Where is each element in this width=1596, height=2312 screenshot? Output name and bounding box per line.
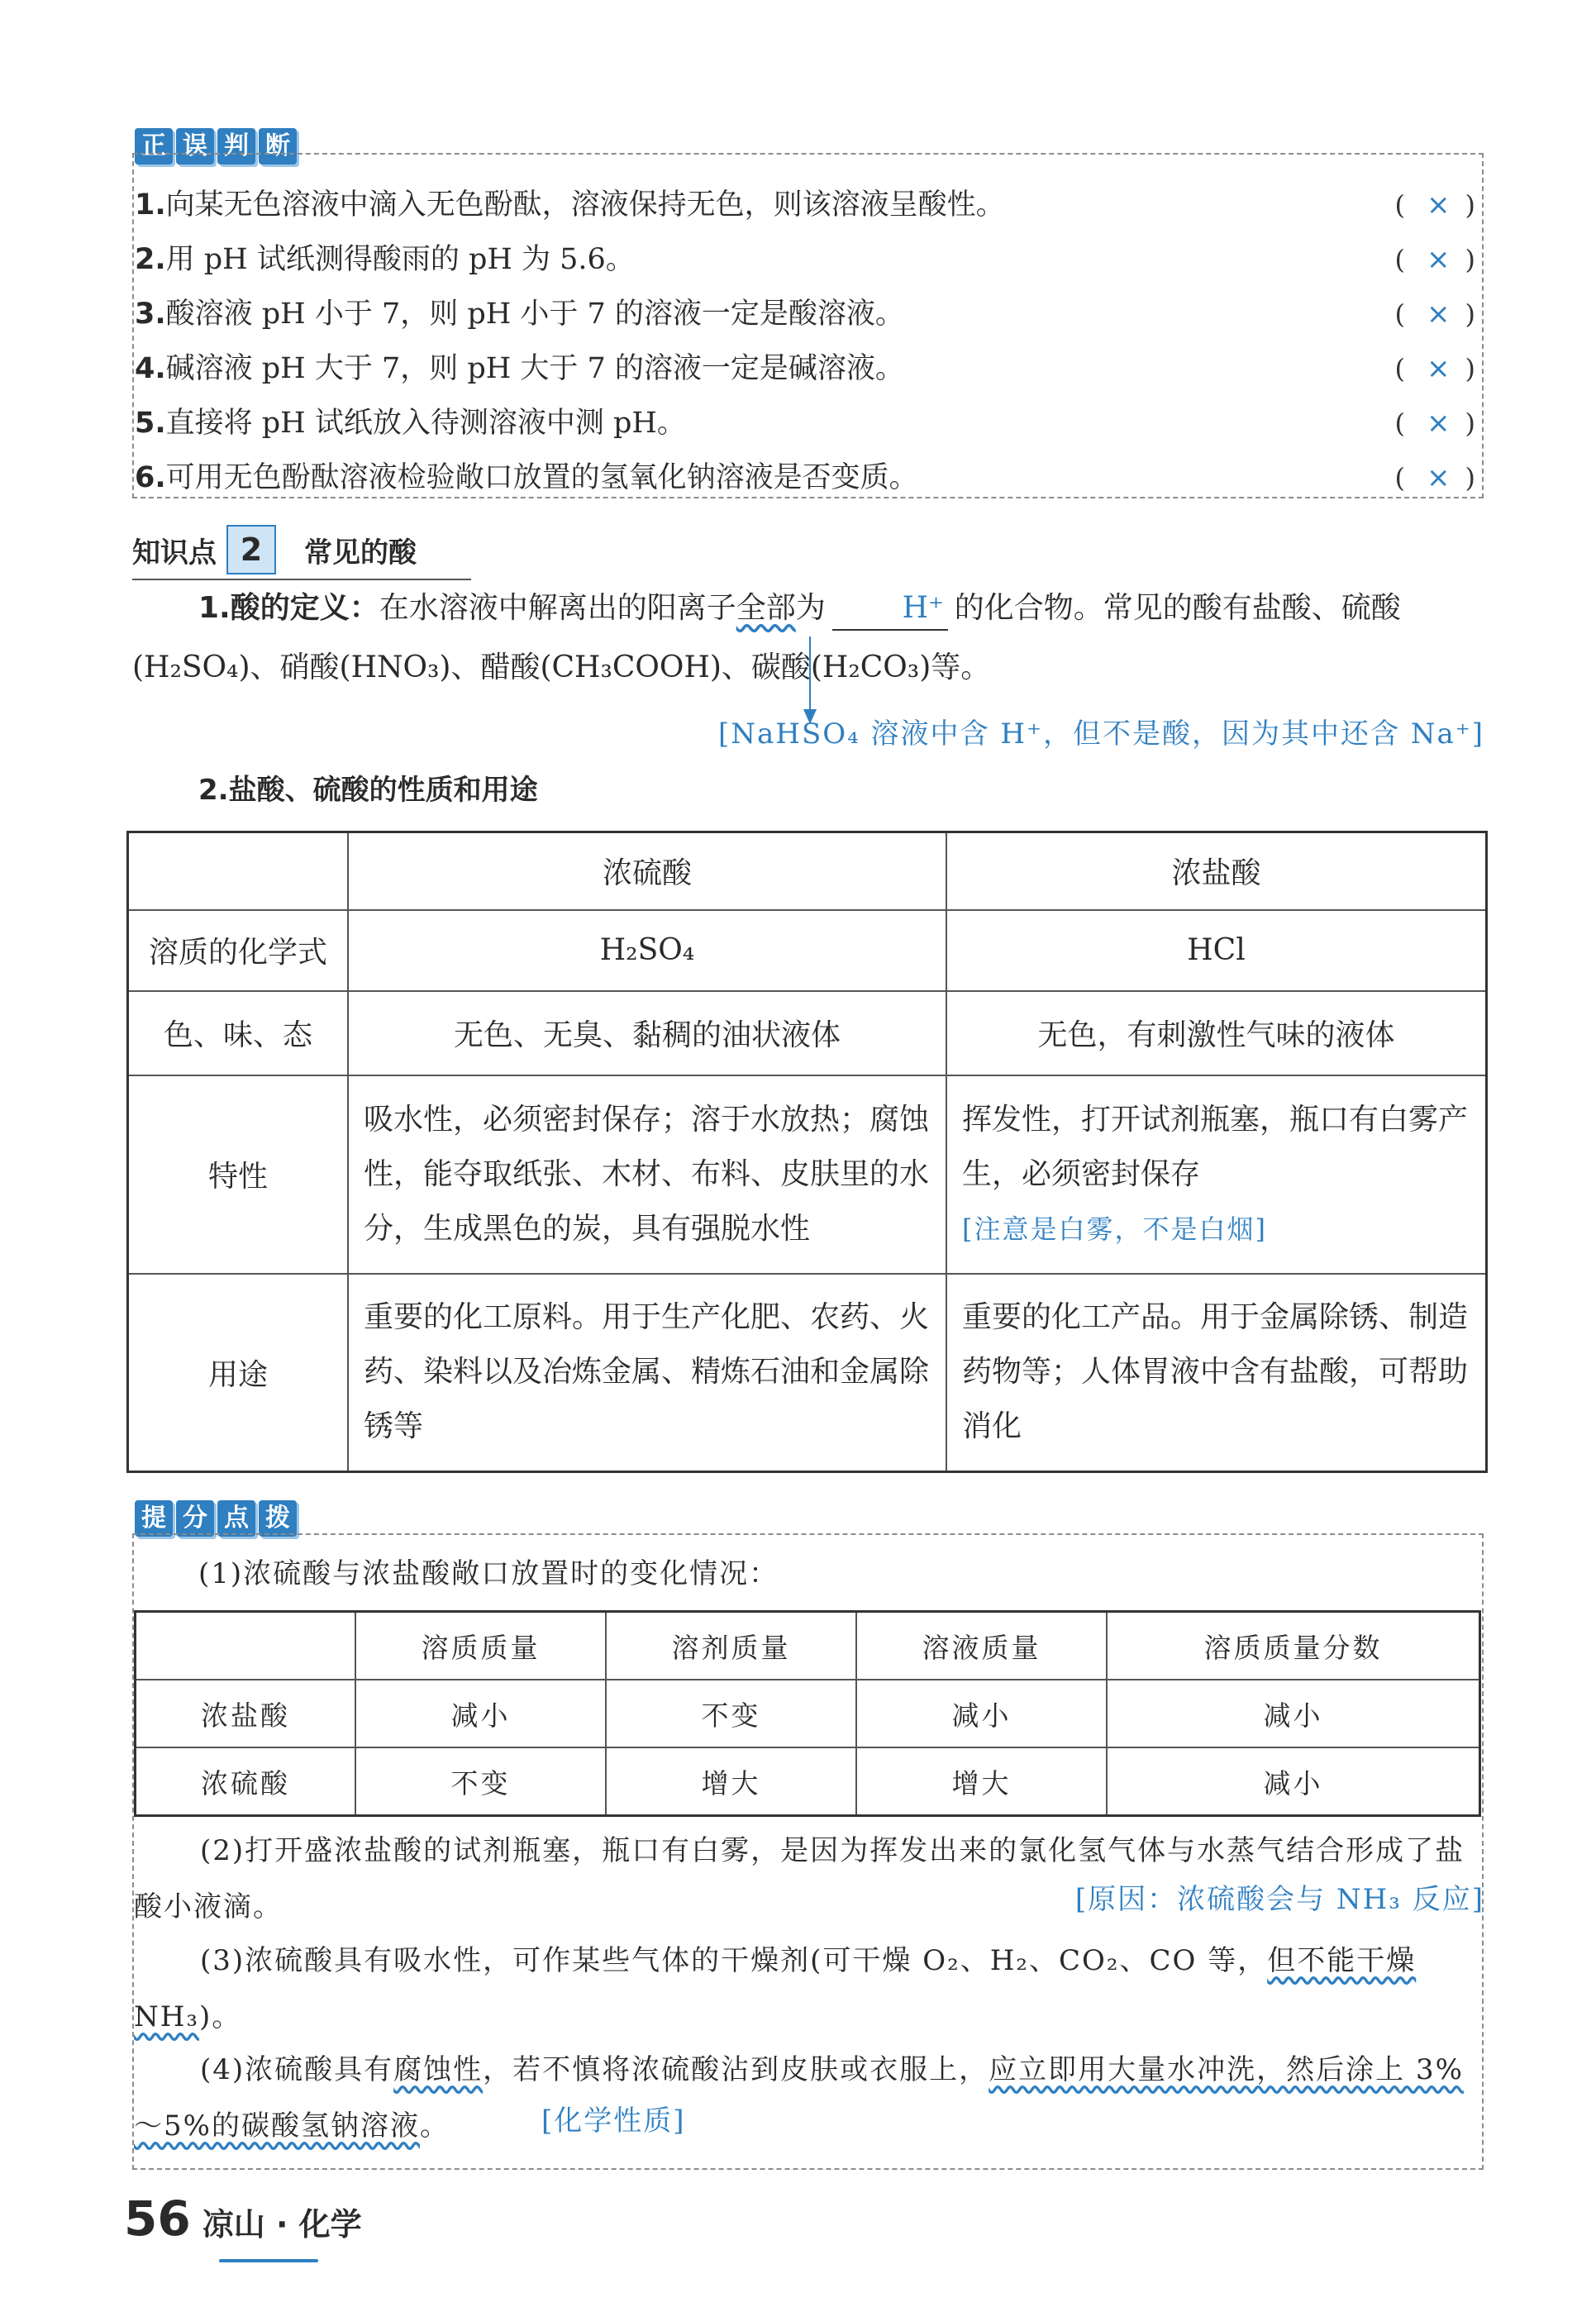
cross-icon: × (1427, 461, 1451, 494)
table-row (128, 1274, 1487, 1472)
row-label: 用途 (128, 1274, 349, 1472)
definition-text: 为 (795, 591, 826, 625)
tip-paragraph: (2)打开盛浓盐酸的试剂瓶塞，瓶口有白雾，是因为挥发出来的氯化氢气体与水蒸气结合形成了盐酸小液滴。 (134, 1834, 1465, 1923)
table-header-cell: 浓硫酸 (348, 832, 946, 910)
table-header-row (136, 1612, 1480, 1680)
item-number: 3. (135, 298, 166, 331)
table-header-cell: 溶剂质量 (606, 1612, 856, 1680)
true-false-list (135, 178, 1482, 505)
item-text: 酸溶液 pH 小于 7，则 pH 小于 7 的溶液一定是酸溶液。 (165, 298, 904, 331)
cross-icon: × (1427, 188, 1451, 222)
answer-bracket: ( × ) (1394, 243, 1482, 276)
tip-text: )。 (199, 2000, 242, 2033)
cell-text: 挥发性，打开试剂瓶塞，瓶口有白雾产生，必须密封保存 (962, 1102, 1469, 1191)
row-label: 浓盐酸 (136, 1680, 356, 1747)
tip-paragraph (134, 1933, 1485, 2045)
table-cell: 增大 (856, 1747, 1107, 1816)
table-cell: 减小 (355, 1680, 606, 1747)
item-text: 向某无色溶液中滴入无色酚酞，溶液保持无色，则该溶液呈酸性。 (165, 188, 1005, 222)
true-false-item (135, 450, 1482, 505)
annotation-note: [注意是白雾，不是白烟] (962, 1213, 1267, 1245)
tag-char: 判 (217, 128, 255, 164)
item-number: 2. (135, 243, 166, 276)
table-cell: 重要的化工原料。用于生产化肥、农药、火药、染料以及冶炼金属、精炼石油和金属除锈等 (348, 1274, 946, 1472)
table-cell: 增大 (606, 1747, 856, 1816)
table-header-cell: 浓盐酸 (946, 832, 1487, 910)
table-cell: 吸水性，必须密封保存；溶于水放热；腐蚀性，能夺取纸张、木材、布料、皮肤里的水分，生成黑色的炭，具有强脱水性 (348, 1075, 946, 1274)
cross-icon: × (1427, 298, 1451, 331)
annotation-note: [NaHSO₄ 溶液中含 H⁺，但不是酸，因为其中还含 Na⁺] (718, 717, 1484, 751)
table-cell: 不变 (606, 1680, 856, 1747)
tip-text: (3)浓硫酸具有吸水性，可作某些气体的干燥剂(可干燥 O₂、H₂、CO₂、CO 等， (200, 1944, 1268, 1977)
tip-text: ，若不慎将浓硫酸沾到皮肤或衣服上， (483, 2053, 989, 2086)
tip-highlight: 腐蚀性 (393, 2053, 484, 2086)
tag-char: 正 (135, 128, 173, 164)
table-cell: 减小 (1107, 1680, 1479, 1747)
cross-icon: × (1427, 352, 1451, 385)
table-header-cell: 溶质质量 (355, 1612, 606, 1680)
item-text: 用 pH 试纸测得酸雨的 pH 为 5.6。 (165, 243, 635, 276)
answer-bracket: ( × ) (1394, 298, 1482, 331)
row-label: 溶质的化学式 (128, 910, 349, 991)
definition-highlight: 全部 (736, 591, 796, 625)
item-number: 1. (135, 188, 166, 222)
true-false-item (135, 232, 1482, 287)
tip-text: (4)浓硫酸具有 (200, 2053, 394, 2086)
divider (219, 2259, 318, 2262)
annotation-note: [化学性质] (541, 2105, 686, 2138)
true-false-item (135, 396, 1482, 450)
table-row (128, 1075, 1487, 1274)
table-cell: 减小 (856, 1680, 1107, 1747)
footer (124, 2190, 362, 2247)
book-title: 凉山 · 化学 (202, 2206, 362, 2243)
table-cell: 重要的化工产品。用于金属除锈、制造药物等；人体胃液中含有盐酸，可帮助消化 (946, 1274, 1487, 1472)
item-number: 6. (135, 461, 166, 494)
tip-text: 。 (419, 2109, 450, 2143)
table-cell: H₂SO₄ (348, 910, 946, 991)
table-cell: 不变 (355, 1747, 606, 1816)
table-cell: 无色、无臭、黏稠的油状液体 (348, 991, 946, 1075)
tip-paragraph (134, 2042, 1485, 2154)
knowledge-point-label: 知识点 (132, 536, 217, 570)
table-cell: 无色，有刺激性气味的液体 (946, 991, 1487, 1075)
tag-char: 断 (259, 128, 297, 164)
knowledge-point-title: 常见的酸 (304, 536, 417, 570)
table-row (136, 1680, 1480, 1747)
true-false-item (135, 341, 1482, 396)
row-label: 色、味、态 (128, 991, 349, 1075)
definition-text: 在水溶液中解离出的阳离子 (379, 591, 736, 625)
definition-lead: 1.酸的定义： (198, 591, 379, 625)
tip-highlight: 应立即用大量水冲洗，然后涂上 3%～5%的碳酸氢钠溶液 (134, 2053, 1464, 2143)
table-cell: 减小 (1107, 1747, 1479, 1816)
table-header-cell: 溶质质量分数 (1107, 1612, 1479, 1680)
knowledge-point-number: 2 (226, 525, 276, 574)
true-false-item (135, 287, 1482, 341)
answer-bracket: ( × ) (1394, 352, 1482, 385)
annotation-note: [原因：浓硫酸会与 NH₃ 反应] (1074, 1883, 1484, 1916)
table-cell (946, 1075, 1487, 1274)
table-header-cell (128, 832, 349, 910)
item-text: 碱溶液 pH 大于 7，则 pH 大于 7 的溶液一定是碱溶液。 (165, 352, 904, 385)
tag-char: 提 (135, 1500, 173, 1537)
table-row (136, 1747, 1480, 1816)
cross-icon: × (1427, 243, 1451, 276)
acid-comparison-table (126, 831, 1488, 1473)
row-label: 特性 (128, 1075, 349, 1274)
answer-bracket: ( × ) (1394, 407, 1482, 440)
row-label: 浓硫酸 (136, 1747, 356, 1816)
tag-char: 分 (176, 1500, 214, 1537)
tag-char: 拨 (259, 1500, 297, 1537)
item-number: 4. (135, 352, 166, 385)
table-header-cell (136, 1612, 356, 1680)
tip-highlight: 但不能干燥 NH₃ (134, 1944, 1417, 2033)
knowledge-point-header (132, 525, 417, 574)
change-table (134, 1610, 1481, 1817)
page-number: 56 (124, 2190, 191, 2247)
answer-bracket: ( × ) (1394, 188, 1482, 222)
item-text: 直接将 pH 试纸放入待测溶液中测 pH。 (165, 407, 686, 440)
tag-char: 误 (176, 128, 214, 164)
tip-paragraph: (1)浓硫酸与浓盐酸敞口放置时的变化情况： (198, 1557, 779, 1590)
item-number: 5. (135, 407, 166, 440)
table-cell: HCl (946, 910, 1487, 991)
cross-icon: × (1427, 407, 1451, 440)
table-row (128, 991, 1487, 1075)
tag-char: 点 (217, 1500, 255, 1537)
item-text: 可用无色酚酞溶液检验敞口放置的氢氧化钠溶液是否变质。 (165, 461, 918, 494)
answer-bracket: ( × ) (1394, 461, 1482, 494)
answer-blank: H⁺ (832, 588, 948, 631)
section-heading: 2.盐酸、硫酸的性质和用途 (198, 774, 538, 807)
definition-text: 的化合物。常见的酸有盐酸、硫酸(H₂SO₄)、硝酸(HNO₃)、醋酸(CH₃COOH)、碳酸(H₂CO₃)等。 (132, 591, 1401, 684)
table-header-row (128, 832, 1487, 910)
table-row (128, 910, 1487, 991)
tips-tag (135, 1500, 297, 1537)
true-false-item (135, 178, 1482, 232)
table-header-cell: 溶液质量 (856, 1612, 1107, 1680)
